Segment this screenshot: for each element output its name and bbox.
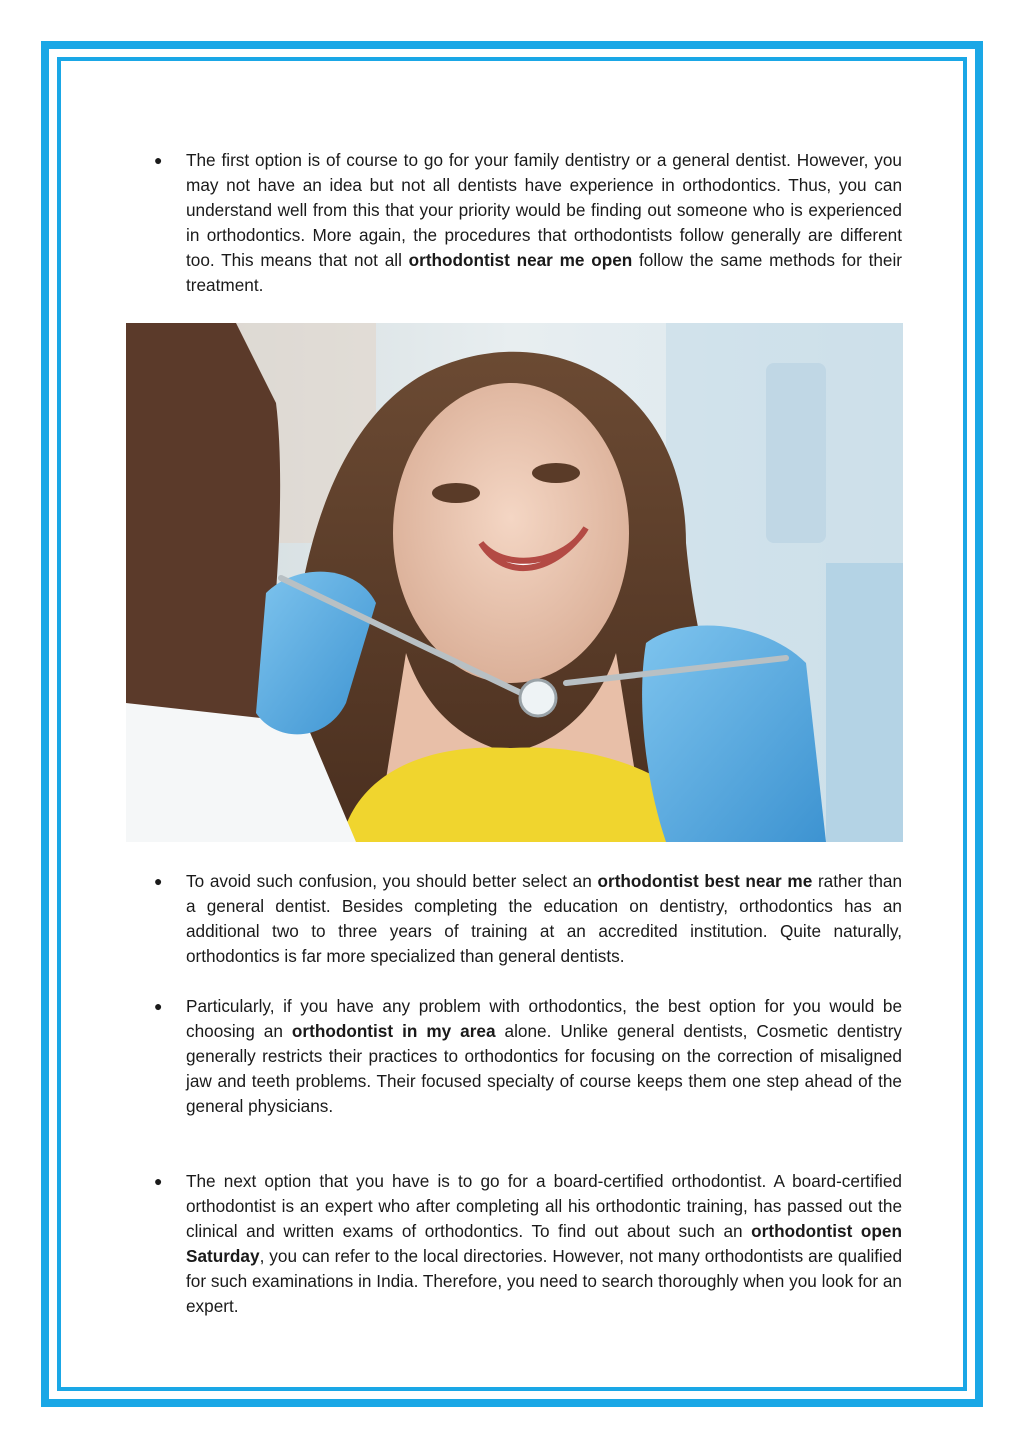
bullet-paragraph-4 <box>150 1169 902 1319</box>
bullet-paragraph-2 <box>150 869 902 969</box>
keyword-bold: orthodontist in my area <box>291 1021 496 1041</box>
paragraph-text-end: follow the same methods for their treatment. <box>186 250 903 295</box>
dentist-patient-photo <box>126 323 903 842</box>
paragraph-text <box>186 869 902 969</box>
keyword-bold: orthodontist open Saturday <box>186 1221 902 1266</box>
paragraph-text <box>186 148 902 298</box>
bullet-icon: ● <box>154 1173 163 1189</box>
paragraph-text <box>186 994 902 1119</box>
bullet-icon: ● <box>154 873 163 889</box>
bullet-icon: ● <box>154 152 163 168</box>
keyword-bold: orthodontist best near me <box>597 871 813 891</box>
paragraph-text-start: To avoid such confusion, you should better select an <box>186 871 598 891</box>
paragraph-text-start: Particularly, if you have any problem with orthodontics, the best option for you would be choosing an <box>186 996 902 1041</box>
paragraph-text-end: alone. Unlike general dentists, Cosmetic dentistry generally restricts their practices to orthodontics for focusing on the correction of misaligned jaw and teeth problems. Their focused specialty of course keeps them one step ahead of the general physicians. <box>186 1021 903 1116</box>
paragraph-text-end: , you can refer to the local directories. However, not many orthodontists are qualified for such examinations in India. Therefore, you need to search thoroughly when you look for an expert. <box>186 1246 902 1316</box>
keyword-bold: orthodontist near me open <box>408 250 633 270</box>
bullet-icon: ● <box>154 998 163 1014</box>
bullet-paragraph-3 <box>150 994 902 1119</box>
paragraph-text <box>186 1169 902 1319</box>
paragraph-text-start: The first option is of course to go for your family dentistry or a general dentist. However, you may not have an idea but not all dentists have experience in orthodontics. Thus, you can understand well from this that your priority would be finding out someone who is experienced in orthodontics. More again, the procedures that orthodontists follow generally are different too. This means that not all <box>186 150 902 270</box>
paragraph-text-start: The next option that you have is to go for a board-certified orthodontist. A board-certified orthodontist is an expert who after completing all his orthodontic training, has passed out the clinical and written exams of orthodontics. To find out about such an <box>186 1171 902 1241</box>
paragraph-text-end: rather than a general dentist. Besides completing the education on dentistry, orthodontics has an additional two to three years of training at an accredited institution. Quite naturally, orthodontics is far more specialized than general dentists. <box>186 871 903 966</box>
bullet-paragraph-1 <box>150 148 902 298</box>
